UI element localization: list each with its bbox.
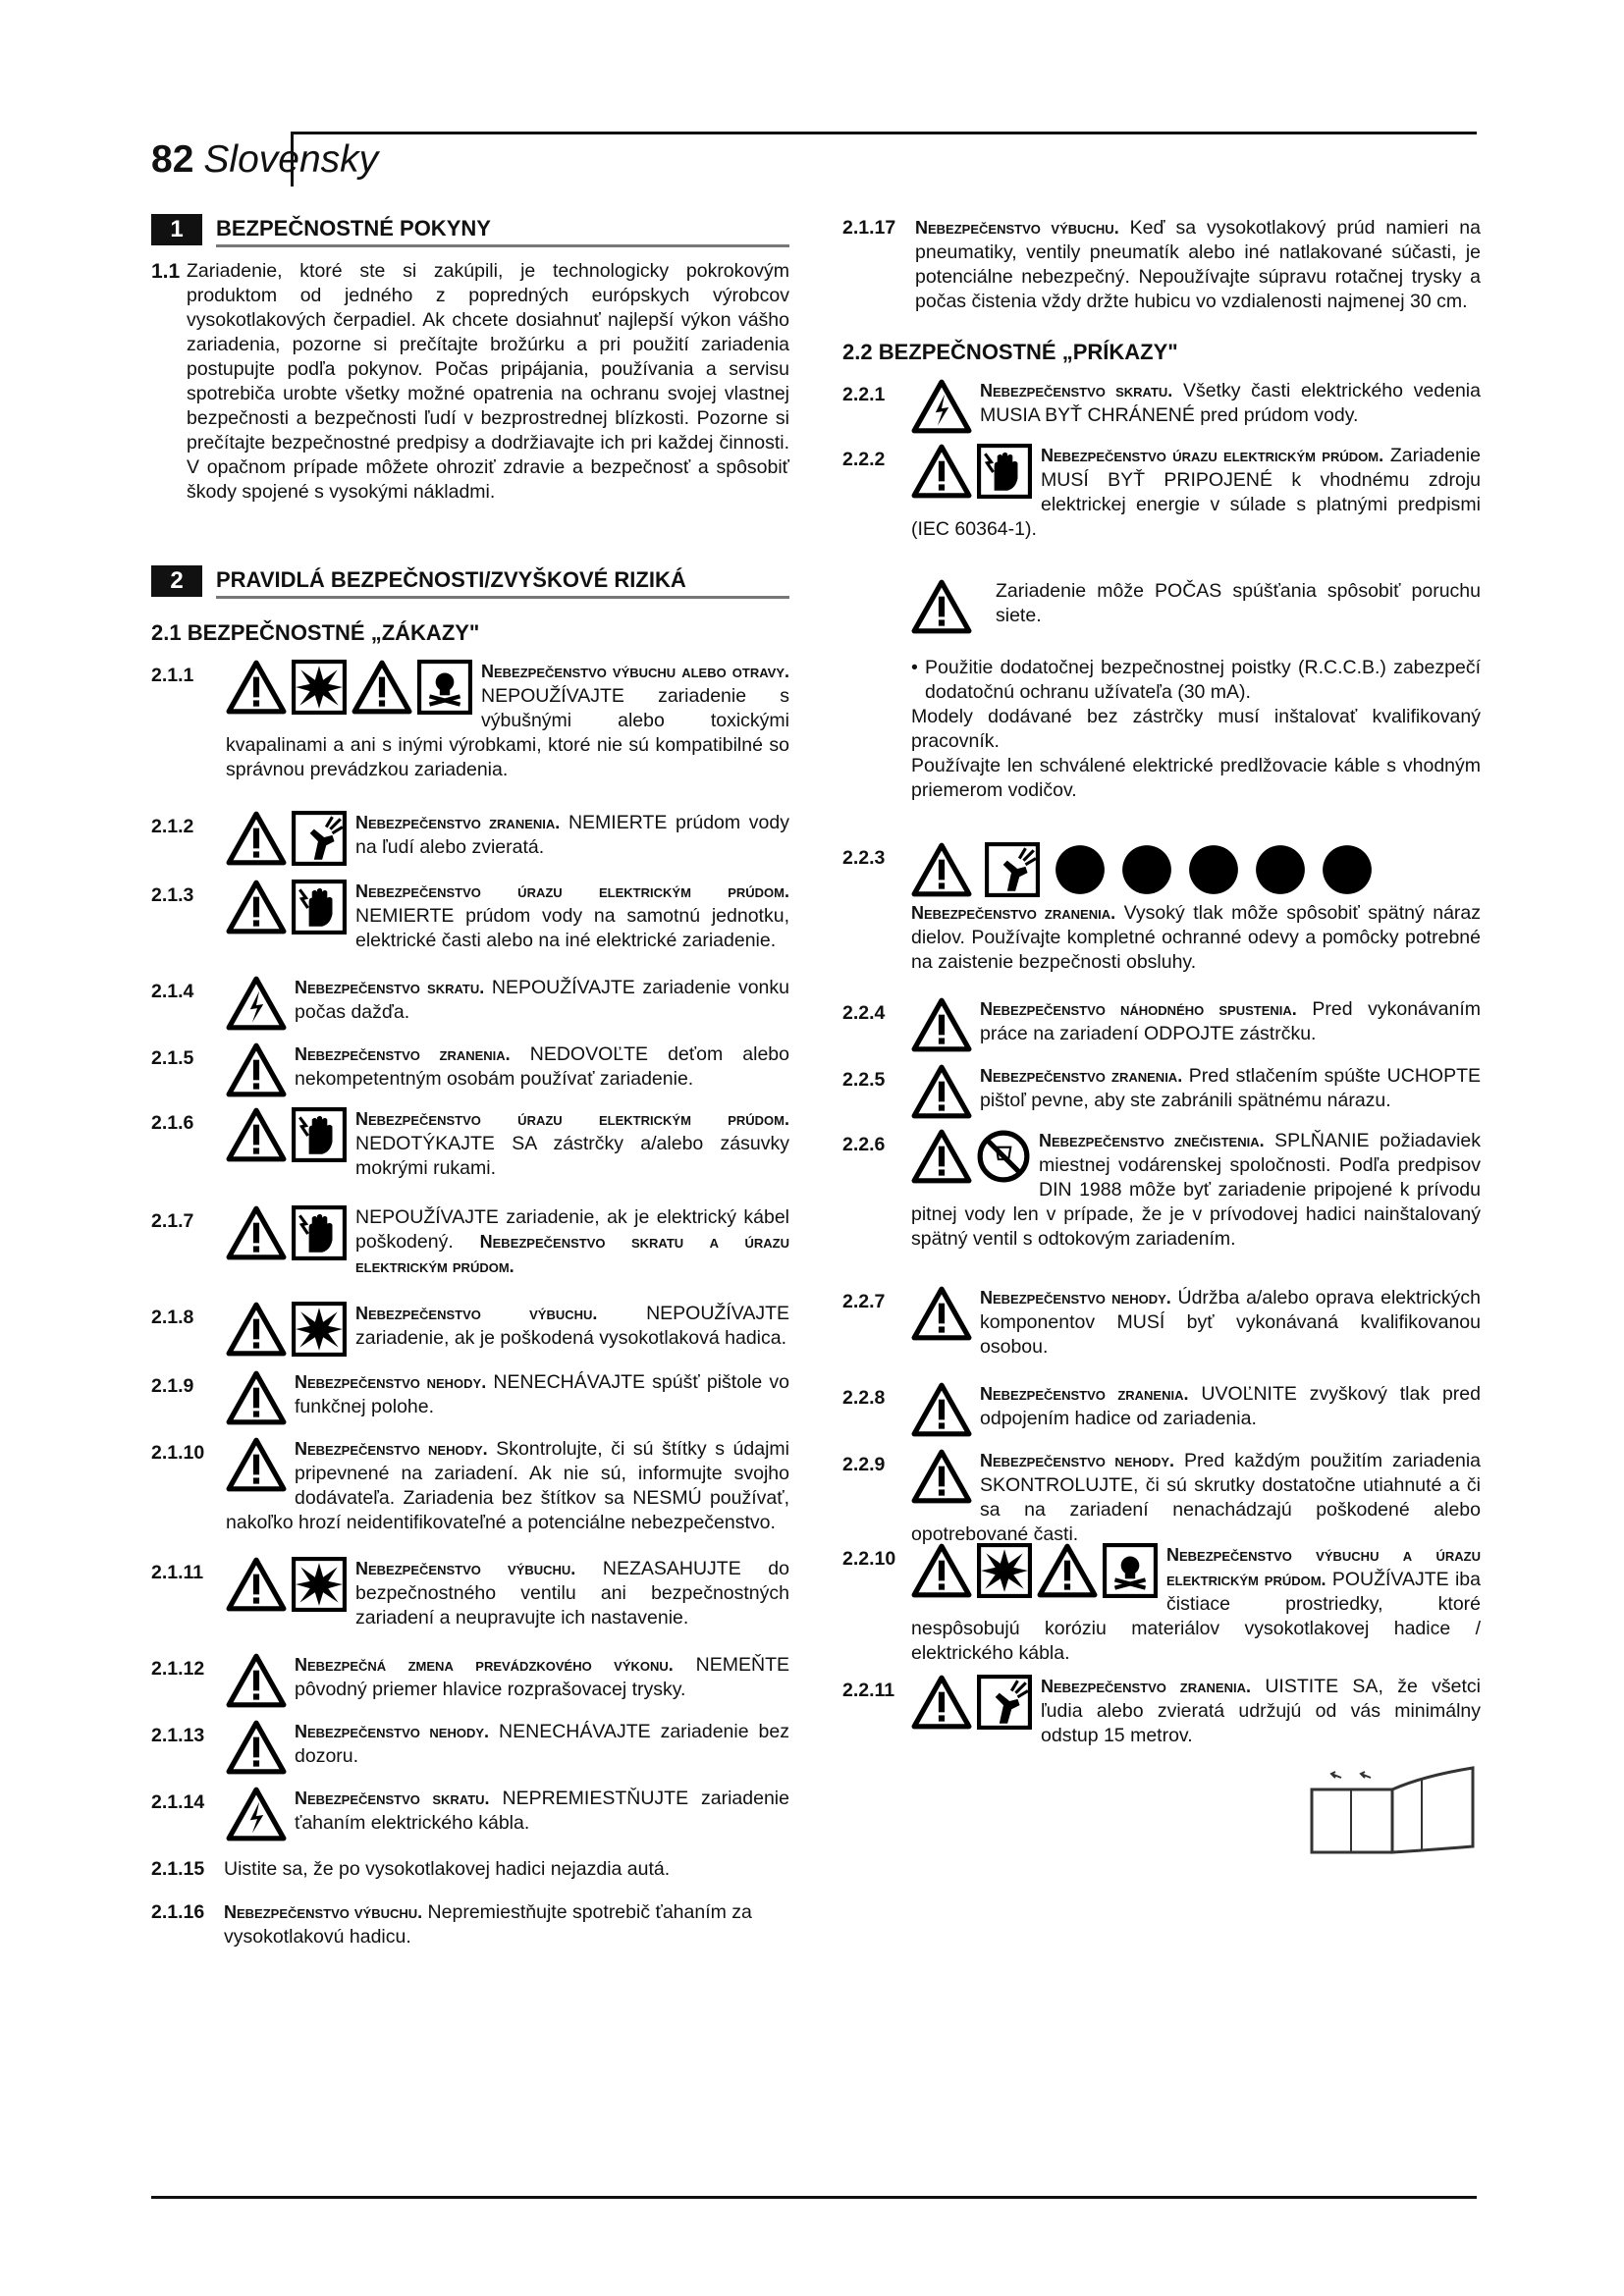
item-2-2-4 xyxy=(842,997,1481,1054)
header-rule xyxy=(291,132,1477,134)
hazard-label: Nebezpečenstvo výbuchu. xyxy=(224,1902,423,1922)
warning-triangle-icon xyxy=(226,1205,287,1260)
item-text: NEPOUŽÍVAJTE zariadenie s výbušnými alebo toxickými kvapalinami a ani s inými výrobkami, ktoré nie sú kompatibilné so správnou prevádzkou zariadenia. xyxy=(226,685,789,780)
hazard-label: Nebezpečenstvo nehody. xyxy=(295,1722,490,1741)
hazard-icons xyxy=(226,976,287,1031)
item-number: 2.1.4 xyxy=(151,981,194,1002)
warning-triangle-icon xyxy=(226,1370,287,1425)
footer-rule xyxy=(151,2196,1477,2199)
item-number: 2.1.5 xyxy=(151,1047,194,1069)
item-2-2-8 xyxy=(842,1382,1481,1439)
hazard-icons xyxy=(226,880,348,934)
item-number: 2.2.1 xyxy=(842,384,886,405)
item-text: NEMEŇTE pôvodný priemer hlavice rozprašovacej trysky. xyxy=(295,1654,789,1700)
hazard-label: Nebezpečenstvo výbuchu alebo otravy. xyxy=(481,662,789,681)
item-2-1-12 xyxy=(151,1653,789,1710)
item-2-2-2-notes xyxy=(842,656,1481,803)
item-text: Pred vykonávaním práce na zariadení ODPOJTE zástrčku. xyxy=(980,998,1481,1044)
warning-triangle-icon xyxy=(911,1129,972,1184)
protective-suit-icon xyxy=(1053,842,1108,897)
section-rule xyxy=(216,596,789,599)
no-drinking-water-icon xyxy=(976,1129,1031,1184)
item-2-1-14 xyxy=(151,1787,789,1843)
item-2-2-3 xyxy=(842,842,1481,975)
protective-equipment-icons xyxy=(911,842,1473,897)
hazard-label: Nebezpečenstvo nehody. xyxy=(980,1288,1171,1308)
hazard-label: Nebezpečenstvo úrazu elektrickým prúdom. xyxy=(355,1109,789,1129)
paragraph-text: Zariadenie, ktoré ste si zakúpili, je technologicky pokrokovým produktom od jedného z popredných európskych výrobcov vysokotlakových čerpadiel. Ak chcete dosiahnuť najlepší výkon vášho zariadenia, pozorne si prečítajte brožúrku a pri použití zariadenia postupujte podľa pokynov. Počas pripájania, používania a servisu spotrebiča urobte všetky možné opatrenia na ochranu svojej vlastnej bezpečnosti a bezpečnosti ľudí v bezprostrednej blízkosti. Pozorne si prečítajte bezpečnostné predpisy a dodržiavajte ich pri každej činnosti. V opačnom prípade môžete ohroziť zdravie a bezpečnosť a spôsobiť škody spojené s vysokými nákladmi. xyxy=(187,260,789,503)
item-number: 2.2.8 xyxy=(842,1387,886,1409)
warning-triangle-icon xyxy=(226,880,287,934)
hazard-icons xyxy=(911,1543,1159,1598)
hazard-label: Nebezpečenstvo zranenia. xyxy=(980,1066,1183,1086)
section-rule xyxy=(216,244,789,247)
warning-triangle-icon xyxy=(226,1653,287,1708)
item-text: Pred stlačením spúšte UCHOPTE pištoľ pevne, aby ste zabránili spätnému nárazu. xyxy=(980,1065,1481,1111)
hazard-icons xyxy=(911,579,972,634)
electric-hand-icon xyxy=(291,1205,348,1260)
electric-hand-icon xyxy=(291,880,348,934)
language-label: Slovensky xyxy=(203,138,379,181)
explosion-icon xyxy=(976,1543,1033,1598)
item-text: NEMIERTE prúdom vody na ľudí alebo zvieratá. xyxy=(355,812,789,858)
explosion-icon xyxy=(291,1557,348,1612)
hazard-icons xyxy=(911,997,972,1052)
hazard-label: Nebezpečenstvo nehody. xyxy=(295,1439,488,1459)
item-text: NEPOUŽÍVAJTE zariadenie vonku počas dažďa. xyxy=(295,977,789,1023)
item-text: NEDOTÝKAJTE SA zástrčky a/alebo zásuvky mokrými rukami. xyxy=(355,1133,789,1179)
warning-triangle-icon xyxy=(911,1543,972,1598)
item-number: 2.2.10 xyxy=(842,1548,896,1570)
item-text: UVOĽNITE zvyškový tlak pred odpojením hadice od zariadenia. xyxy=(980,1383,1481,1429)
hazard-icons xyxy=(226,1302,348,1357)
hazard-label: Nebezpečenstvo výbuchu. xyxy=(915,218,1119,238)
item-text: NEPOUŽÍVAJTE zariadenie, ak je elektrický kábel poškodený. xyxy=(355,1206,789,1253)
item-text: Nepremiestňujte spotrebič ťahaním za vysokotlakovú hadicu. xyxy=(224,1901,752,1948)
note-paragraph: Modely dodávané bez zástrčky musí inštalovať kvalifikovaný pracovník. xyxy=(911,706,1481,752)
read-manual-book-icon xyxy=(1306,1762,1479,1856)
hazard-label: Nebezpečenstvo nehody. xyxy=(295,1372,487,1392)
hazard-label: Nebezpečenstvo úrazu elektrickým prúdom. xyxy=(355,881,789,901)
item-2-1-11 xyxy=(151,1557,789,1630)
water-spray-icon xyxy=(291,811,348,866)
hazard-icons xyxy=(226,1787,287,1842)
item-number: 2.1.11 xyxy=(151,1562,204,1583)
item-2-2-10 xyxy=(842,1543,1481,1666)
hazard-icons xyxy=(226,660,473,715)
warning-triangle-icon xyxy=(911,1449,972,1504)
electric-triangle-icon xyxy=(226,976,287,1031)
warning-triangle-icon xyxy=(226,1720,287,1775)
item-number: 2.1.6 xyxy=(151,1112,194,1134)
hazard-label: Nebezpečenstvo výbuchu. xyxy=(355,1304,598,1323)
item-text: NEMIERTE prúdom vody na samotnú jednotku, elektrické časti alebo na iné elektrické zariadenie. xyxy=(355,905,789,951)
hazard-label: Nebezpečenstvo nehody. xyxy=(980,1451,1175,1470)
hazard-icons xyxy=(226,1437,287,1492)
hazard-icons xyxy=(226,1557,348,1612)
warning-triangle-icon xyxy=(226,660,287,715)
hazard-icons xyxy=(911,379,972,434)
gloves-icon xyxy=(1253,842,1308,897)
item-2-1-13 xyxy=(151,1720,789,1777)
item-text: NEPREMIESTŇUJTE zariadenie ťahaním elektrického kábla. xyxy=(295,1788,789,1834)
hazard-label: Nebezpečenstvo zranenia. xyxy=(1041,1677,1251,1696)
item-text: Všetky časti elektrického vedenia MUSIA BYŤ CHRÁNENÉ pred prúdom vody. xyxy=(980,380,1481,426)
section-number: 2 xyxy=(151,565,202,597)
helmet-icon xyxy=(1119,842,1174,897)
hazard-label: Nebezpečenstvo náhodného spustenia. xyxy=(980,999,1297,1019)
electric-triangle-icon xyxy=(226,1787,287,1842)
item-text: UISTITE SA, že všetci ľudia alebo zvieratá udržujú od vás minimálny odstup 15 metrov. xyxy=(1041,1676,1482,1746)
item-number: 1.1 xyxy=(151,260,181,283)
item-2-1-3 xyxy=(151,880,789,953)
item-2-1-17 xyxy=(842,216,1481,314)
item-number: 2.2.11 xyxy=(842,1680,895,1701)
hazard-label: Nebezpečná zmena prevádzkového výkonu. xyxy=(295,1655,674,1675)
item-text: Údržba a/alebo oprava elektrických komponentov MUSÍ byť vykonávaná kvalifikovanou osobou. xyxy=(980,1287,1481,1358)
hazard-icons xyxy=(226,811,348,866)
item-number: 2.1.9 xyxy=(151,1375,194,1397)
item-number: 2.1.15 xyxy=(151,1858,205,1880)
subheading-2-1: 2.1 BEZPEČNOSTNÉ „ZÁKAZY" xyxy=(151,620,480,645)
hazard-label: Nebezpečenstvo zranenia. xyxy=(980,1384,1189,1404)
item-2-2-2 xyxy=(842,444,1481,542)
item-text: Uistite sa, že po vysokotlakovej hadici nejazdia autá. xyxy=(224,1858,671,1880)
item-number: 2.1.7 xyxy=(151,1210,194,1232)
item-number: 2.2.9 xyxy=(842,1454,886,1475)
paragraph-1-1 xyxy=(151,259,789,505)
bullet-note: • Použitie dodatočnej bezpečnostnej poistky (R.C.C.B.) zabezpečí dodatočnú ochranu užívateľa (30 mA). xyxy=(911,657,1481,703)
item-number: 2.1.17 xyxy=(842,217,896,239)
section-title: PRAVIDLÁ BEZPEČNOSTI/ZVYŠKOVÉ RIZIKÁ xyxy=(216,567,686,592)
item-number: 2.2.7 xyxy=(842,1291,886,1312)
item-text: SPLŇANIE požiadaviek miestnej vodárenskej spoločnosti. Podľa predpisov DIN 1988 môže byť zariadenie pripojené k prívodu pitnej vody len v prípade, že je v prívodovej hadici nainštalovaný spätný ventil s odtokovým zariadením. xyxy=(911,1130,1481,1250)
electric-hand-icon xyxy=(976,444,1033,499)
item-number: 2.1.12 xyxy=(151,1658,205,1680)
item-number: 2.1.2 xyxy=(151,816,194,837)
toxic-icon xyxy=(1102,1543,1159,1598)
page-header xyxy=(151,134,378,186)
item-text: Skontrolujte, či sú štítky s údajmi pripevnené na zariadení. Ak nie sú, informujte svojho dodávateľa. Zariadenia bez štítkov sa NESMÚ používať, nakoľko hrozí neidentifikovateľné a potenciálne nebezpečenstvo. xyxy=(226,1438,789,1533)
hazard-icons xyxy=(226,1205,348,1260)
hazard-label: Nebezpečenstvo zranenia. xyxy=(911,903,1116,923)
warning-triangle-icon xyxy=(911,1286,972,1341)
item-text: POUŽÍVAJTE iba čistiace prostriedky, ktoré nespôsobujú koróziu materiálov vysokotlakovej hadice / elektrického kábla. xyxy=(911,1569,1481,1664)
item-2-2-9 xyxy=(842,1449,1481,1547)
item-number: 2.2.3 xyxy=(842,847,886,869)
hazard-icons xyxy=(226,1042,287,1097)
hazard-label: Nebezpečenstvo výbuchu. xyxy=(355,1559,576,1578)
item-text: Pred každým použitím zariadenia SKONTROLUJTE, či sú skrutky dostatočne utiahnuté a či sa na zariadení nenachádzajú poškodené alebo opotrebované časti. xyxy=(911,1450,1482,1545)
warning-triangle-icon xyxy=(1037,1543,1098,1598)
ear-protection-icon xyxy=(1186,842,1241,897)
hazard-label: Nebezpečenstvo skratu. xyxy=(295,1789,490,1808)
hazard-icons xyxy=(911,1449,972,1504)
toxic-icon xyxy=(416,660,473,715)
explosion-icon xyxy=(291,1302,348,1357)
hazard-label: Nebezpečenstvo zranenia. xyxy=(295,1044,511,1064)
item-2-1-2 xyxy=(151,811,789,868)
item-2-1-1 xyxy=(151,660,789,782)
kickback-icon xyxy=(984,842,1041,897)
hazard-label: Nebezpečenstvo skratu a úrazu elektrickým prúdom. xyxy=(355,1232,789,1276)
item-2-2-7 xyxy=(842,1286,1481,1360)
hazard-label: Nebezpečenstvo skratu. xyxy=(980,381,1173,400)
item-2-2-11 xyxy=(842,1675,1481,1748)
warning-triangle-icon xyxy=(911,1064,972,1119)
item-2-1-15 xyxy=(151,1857,789,1882)
warning-triangle-icon xyxy=(226,1107,287,1162)
item-number: 2.2.2 xyxy=(842,449,886,470)
section-title: BEZPEČNOSTNÉ POKYNY xyxy=(216,216,491,240)
item-2-2-2-warning xyxy=(842,579,1481,636)
section-2-heading xyxy=(151,565,789,599)
hazard-label: Nebezpečenstvo znečistenia. xyxy=(1039,1131,1265,1150)
warning-triangle-icon xyxy=(226,1557,287,1612)
hazard-icons xyxy=(226,1653,287,1708)
warning-triangle-icon xyxy=(911,1382,972,1437)
item-number: 2.2.4 xyxy=(842,1002,886,1024)
hazard-label: Nebezpečenstvo úrazu elektrickým prúdom. xyxy=(1041,446,1384,465)
hazard-icons xyxy=(911,1064,972,1119)
hazard-icons xyxy=(911,1382,972,1437)
warning-triangle-icon xyxy=(911,997,972,1052)
item-text: Zariadenie MUSÍ BYŤ PRIPOJENÉ k vhodnému zdroju elektrickej energie v súlade s platnými predpismi (IEC 60364-1). xyxy=(911,445,1482,540)
goggles-icon xyxy=(1320,842,1375,897)
item-2-1-10 xyxy=(151,1437,789,1535)
item-2-1-8 xyxy=(151,1302,789,1359)
hazard-icons xyxy=(226,1720,287,1775)
subheading-2-2: 2.2 BEZPEČNOSTNÉ „PRÍKAZY" xyxy=(842,340,1178,364)
electric-triangle-icon xyxy=(911,379,972,434)
warning-triangle-icon xyxy=(226,1042,287,1097)
hazard-label: Nebezpečenstvo zranenia. xyxy=(355,813,561,832)
note-paragraph: Používajte len schválené elektrické predlžovacie káble s vhodným priemerom vodičov. xyxy=(911,755,1481,801)
item-number: 2.1.16 xyxy=(151,1901,205,1923)
item-2-1-4 xyxy=(151,976,789,1033)
item-2-1-16 xyxy=(151,1900,789,1949)
item-text: NEZASAHUJTE do bezpečnostného ventilu ani bezpečnostných zariadení a neupravujte ich nastavenie. xyxy=(355,1558,789,1629)
item-2-2-1 xyxy=(842,379,1481,436)
section-1-heading xyxy=(151,214,789,247)
item-text: Vysoký tlak môže spôsobiť spätný náraz dielov. Používajte kompletné ochranné odevy a pomôcky potrebné na zaistenie bezpečnosti obsluhy. xyxy=(911,902,1481,973)
page-number: 82 xyxy=(151,138,194,181)
item-2-2-5 xyxy=(842,1064,1481,1121)
electric-hand-icon xyxy=(291,1107,348,1162)
item-number: 2.2.5 xyxy=(842,1069,886,1091)
item-number: 2.1.10 xyxy=(151,1442,205,1464)
item-number: 2.2.6 xyxy=(842,1134,886,1155)
item-number: 2.1.13 xyxy=(151,1725,205,1746)
hazard-icons xyxy=(911,1129,1031,1184)
item-text: Keď sa vysokotlakový prúd namieri na pneumatiky, ventily pneumatík alebo iné natlakované súčasti, je potenciálne nebezpečný. Nepoužívajte súpravu rotačnej trysky a počas čistenia vždy držte hubicu vo vzdialenosti najmenej 30 cm. xyxy=(915,217,1481,312)
item-2-2-6 xyxy=(842,1129,1481,1252)
warning-triangle-icon xyxy=(226,1302,287,1357)
warning-triangle-icon xyxy=(911,579,972,634)
item-2-1-5 xyxy=(151,1042,789,1099)
hazard-label: Nebezpečenstvo skratu. xyxy=(295,978,485,997)
item-2-1-9 xyxy=(151,1370,789,1427)
water-spray-icon xyxy=(976,1675,1033,1730)
hazard-icons xyxy=(911,1675,1033,1730)
item-number: 2.1.1 xyxy=(151,665,194,686)
warning-triangle-icon xyxy=(911,444,972,499)
warning-text: Zariadenie môže POČAS spúšťania spôsobiť poruchu siete. xyxy=(996,580,1481,626)
item-text: NEPOUŽÍVAJTE zariadenie, ak je poškodená vysokotlaková hadica. xyxy=(355,1303,789,1349)
warning-triangle-icon xyxy=(226,811,287,866)
hazard-icons xyxy=(911,444,1033,499)
section-number: 1 xyxy=(151,214,202,245)
item-number: 2.1.3 xyxy=(151,884,194,906)
item-text: NENECHÁVAJTE zariadenie bez dozoru. xyxy=(295,1721,789,1767)
item-number: 2.1.14 xyxy=(151,1791,205,1813)
item-text: NENECHÁVAJTE spúšť pištole vo funkčnej polohe. xyxy=(295,1371,789,1417)
hazard-icons xyxy=(226,1370,287,1425)
warning-triangle-icon xyxy=(911,1675,972,1730)
warning-triangle-icon xyxy=(352,660,412,715)
item-text: NEDOVOĽTE deťom alebo nekompetentným osobám používať zariadenie. xyxy=(295,1043,789,1090)
item-number: 2.1.8 xyxy=(151,1307,194,1328)
item-2-1-7 xyxy=(151,1205,789,1279)
hazard-icons xyxy=(226,1107,348,1162)
item-2-1-6 xyxy=(151,1107,789,1181)
explosion-icon xyxy=(291,660,348,715)
warning-triangle-icon xyxy=(226,1437,287,1492)
warning-triangle-icon xyxy=(911,842,972,897)
hazard-icons xyxy=(911,1286,972,1341)
hazard-label: Nebezpečenstvo výbuchu a úrazu elektrickým prúdom. xyxy=(1166,1545,1481,1589)
